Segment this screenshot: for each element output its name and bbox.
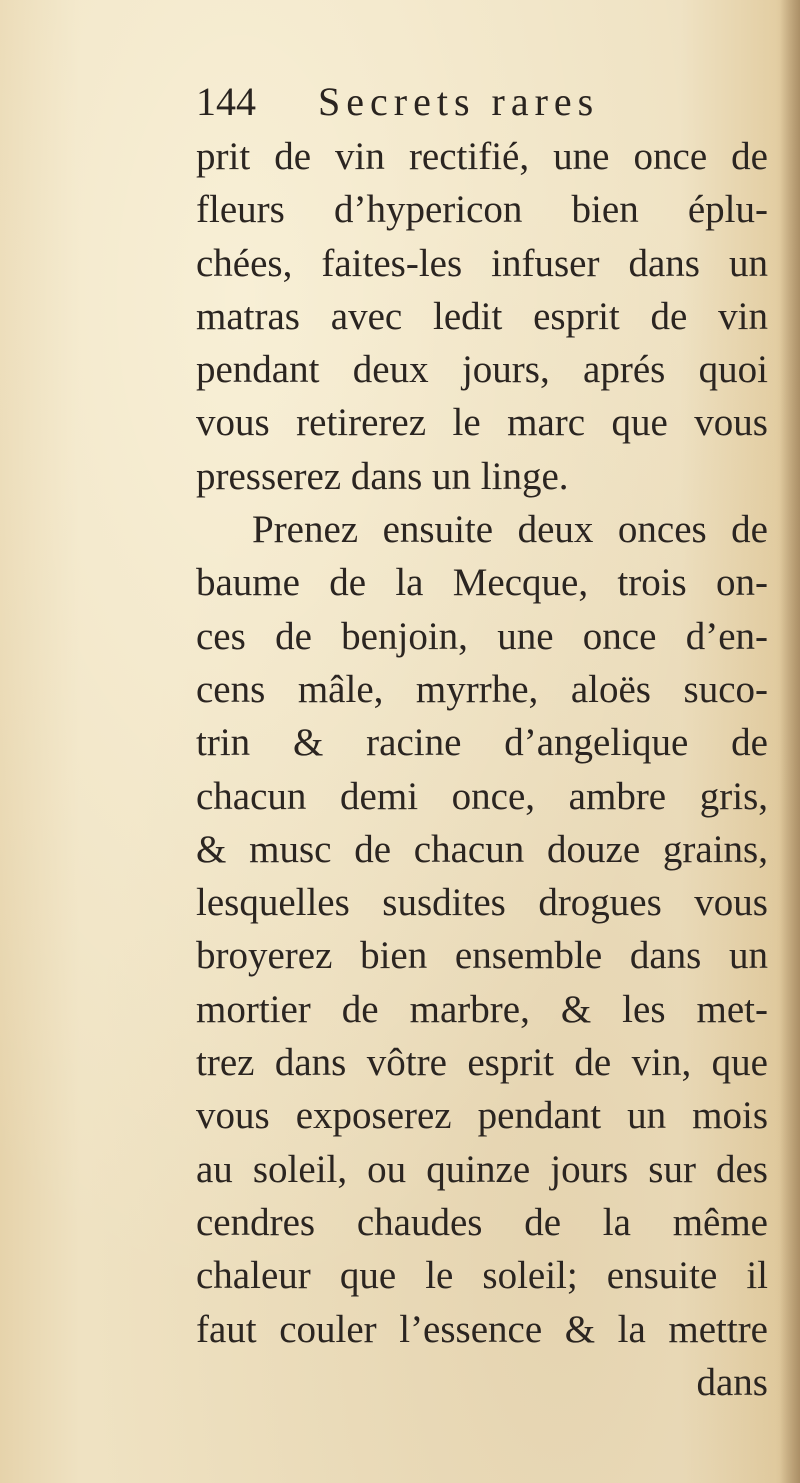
text-line: mortier de marbre, & les met- [196,987,768,1031]
text-line: vous retirerez le marc que vous [196,401,768,445]
text-line: trez dans vôtre esprit de vin, que [196,1041,768,1085]
text-line: pendant deux jours, aprés quoi [196,348,768,392]
text-line: au soleil, ou quinze jours sur des [196,1147,768,1191]
text-line: prit de vin rectifié, une once de [196,135,768,178]
text-line: faut couler l’essence & la mettre [196,1307,768,1351]
text-line: baume de la Mecque, trois on- [196,561,768,605]
body-text [196,130,768,1409]
page-number: 144 [196,79,256,124]
text-line: chaleur que le soleil; ensuite il [196,1254,768,1298]
text-line: cendres chaudes de la même [196,1200,768,1244]
text-line: ces de benjoin, une once d’en- [196,614,768,658]
text-line: vous exposerez pendant un mois [196,1094,768,1138]
catchword: dans [696,1360,768,1404]
text-line: lesquelles susdites drogues vous [196,881,768,925]
text-line: chacun demi once, ambre gris, [196,774,768,818]
text-line: cens mâle, myrrhe, aloës suco- [196,667,768,711]
text-line: fleurs d’hypericon bien éplu- [196,188,768,232]
running-title: Secrets rares [318,79,600,124]
text-line: presserez dans un linge. [196,454,569,498]
text-line: matras avec ledit esprit de vin [196,294,768,338]
text-line: chées, faites-les infuser dans un [196,241,768,285]
text-line: Prenez ensuite deux onces de [252,508,768,552]
text-line: broyerez bien ensemble dans un [196,934,768,978]
page-header [196,78,756,134]
text-line: & musc de chacun douze grains, [196,827,768,871]
page-gutter-shadow [780,0,800,1483]
text-line: trin & racine d’angelique de [196,721,768,765]
